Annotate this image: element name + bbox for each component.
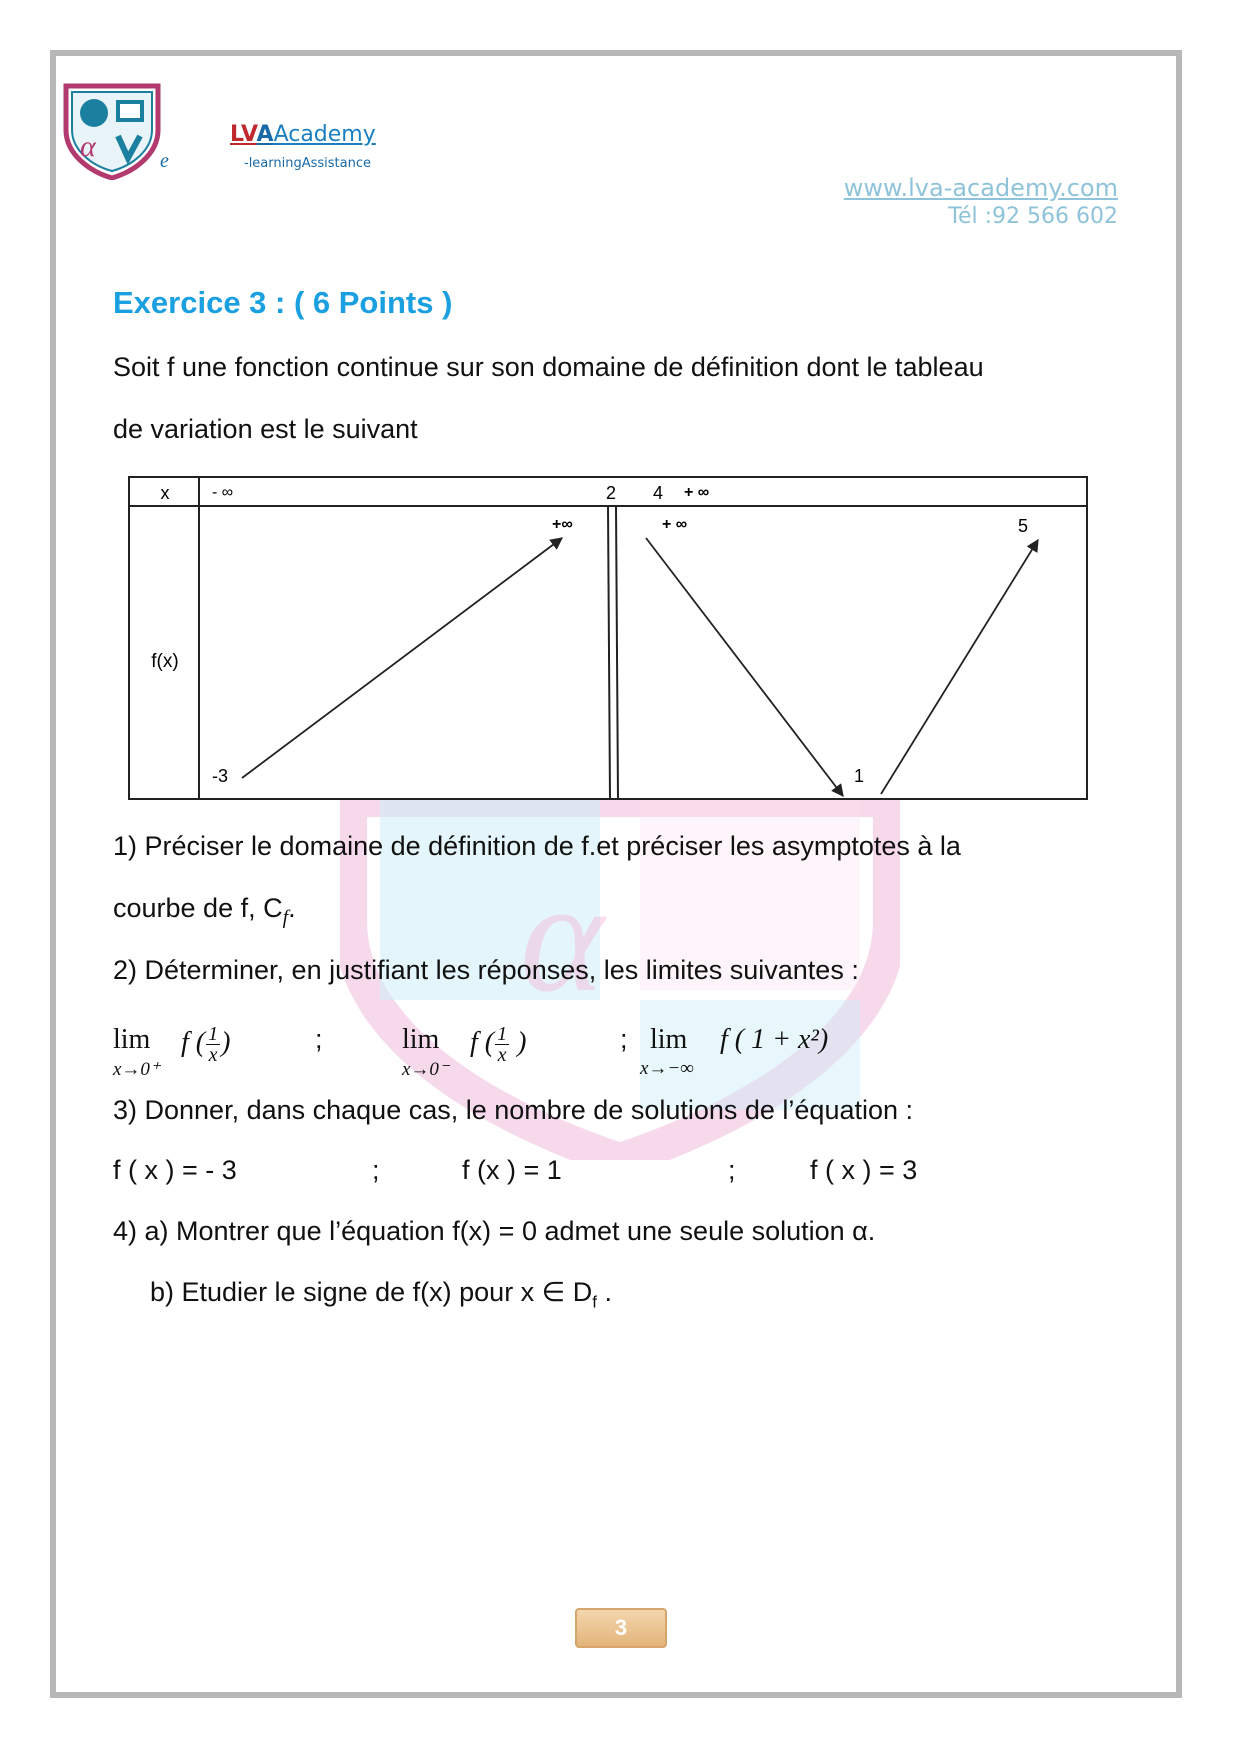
- x-value-4: 4: [652, 483, 664, 503]
- equation-1: f ( x ) = - 3: [113, 1155, 237, 1185]
- limit-3-function: f ( 1 + x²): [720, 1024, 829, 1055]
- phone-number: Tél :92 566 602: [948, 204, 1118, 229]
- limit-1: [113, 1024, 273, 1084]
- limit-2: [402, 1024, 562, 1084]
- question-4b-end: .: [596, 1277, 612, 1307]
- limit-1-operator: lim: [113, 1024, 151, 1055]
- equation-2: f (x ) = 1: [462, 1155, 562, 1185]
- separator-2: ;: [620, 1024, 628, 1054]
- brand-academy: Academy: [273, 122, 376, 147]
- question-4a: 4) a) Montrer que l’équation f(x) = 0 admet une seule solution α.: [113, 1216, 876, 1246]
- increasing-arrow-1: [242, 538, 562, 778]
- f-value-end: 5: [1018, 516, 1029, 536]
- double-bar-left: [608, 506, 610, 799]
- decreasing-arrow: [646, 538, 843, 796]
- svg-text:α: α: [520, 847, 604, 1025]
- f-value-right-of-2: + ∞: [662, 516, 688, 533]
- limit-1-denominator: x: [208, 1044, 218, 1066]
- intro-line-2: de variation est le suivant: [113, 414, 418, 444]
- double-bar-right: [616, 506, 618, 799]
- equation-separator-2: ;: [728, 1155, 736, 1185]
- question-2: 2) Déterminer, en justifiant les réponses, les limites suivantes :: [113, 955, 859, 985]
- question-1-line-1: 1) Préciser le domaine de définition de f.et préciser les asymptotes à la: [113, 831, 961, 861]
- brand-name: [230, 122, 376, 147]
- limit-2-operator: lim: [402, 1024, 440, 1055]
- limit-2-denominator: x: [497, 1044, 507, 1066]
- equation-separator-1: ;: [372, 1155, 380, 1185]
- increasing-arrow-2: [881, 540, 1038, 794]
- f-value-at-4: 1: [854, 766, 865, 786]
- x-value-minus-infinity: - ∞: [212, 484, 234, 501]
- f-value-left-of-2: +∞: [552, 516, 573, 533]
- limit-3: [640, 1024, 890, 1084]
- variation-table: [128, 476, 1088, 800]
- limit-2-numerator: 1: [497, 1023, 508, 1045]
- brand-va: A: [256, 122, 274, 147]
- separator-1: ;: [315, 1024, 323, 1054]
- x-value-2: 2: [605, 483, 617, 503]
- limit-1-function: [181, 1024, 230, 1065]
- website-link[interactable]: www.lva-academy.com: [843, 174, 1118, 202]
- limit-1-numerator: 1: [208, 1023, 219, 1045]
- question-3: 3) Donner, dans chaque cas, le nombre de solutions de l’équation :: [113, 1095, 914, 1125]
- page-number-badge: 3: [575, 1608, 667, 1648]
- limit-1-subscript: x→0⁺: [113, 1059, 160, 1080]
- x-value-plus-infinity: + ∞: [684, 484, 710, 501]
- brand-tagline: -learningAssistance: [244, 156, 371, 171]
- limit-3-operator: lim: [650, 1024, 688, 1055]
- brand-lv: LV: [230, 122, 257, 147]
- limit-1-f: f (: [181, 1026, 206, 1058]
- limit-2-function: [470, 1024, 526, 1065]
- f-value-start: -3: [212, 766, 229, 786]
- question-1-text: courbe de f, C: [113, 893, 283, 923]
- limit-2-close: ): [510, 1026, 527, 1058]
- limit-2-subscript: x→0⁻: [402, 1059, 449, 1080]
- fx-label: f(x): [151, 651, 179, 672]
- limit-3-subscript: x→−∞: [640, 1058, 694, 1079]
- question-4b: [150, 1277, 612, 1312]
- equation-3: f ( x ) = 3: [810, 1155, 918, 1185]
- question-4b-text: b) Etudier le signe de f(x) pour x ∈ D: [150, 1277, 593, 1307]
- question-4b-subscript: f: [592, 1292, 597, 1312]
- limit-1-fraction: [206, 1024, 220, 1065]
- exercise-title: Exercice 3 : ( 6 Points ): [113, 285, 453, 320]
- question-1-line-2: [113, 893, 296, 929]
- limit-2-f: f (: [470, 1026, 495, 1058]
- question-1-subscript: f: [282, 906, 289, 929]
- svg-text:α: α: [80, 130, 96, 163]
- lva-academy-logo: [58, 80, 168, 180]
- brand-e-letter: e: [160, 150, 169, 172]
- intro-line-1: Soit f une fonction continue sur son domaine de définition dont le tableau: [113, 352, 984, 382]
- question-1-end: .: [288, 893, 296, 923]
- x-label: x: [160, 483, 170, 503]
- limit-2-fraction: [495, 1024, 509, 1065]
- limit-1-close: ): [221, 1026, 231, 1058]
